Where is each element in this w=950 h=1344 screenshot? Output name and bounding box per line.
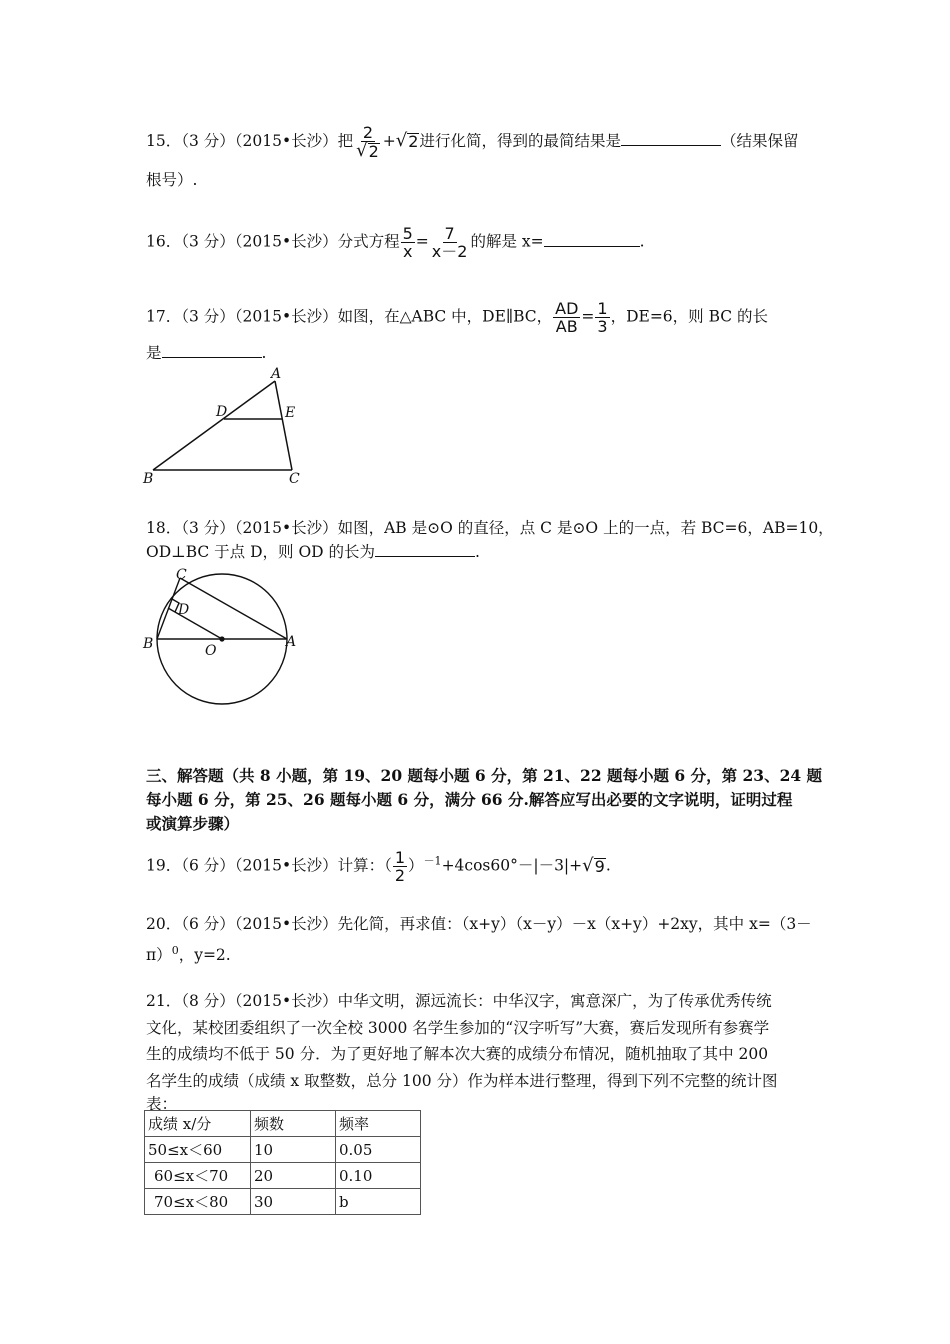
label-b: B [143,636,154,652]
table-row [145,1189,421,1215]
label-d: D [178,602,190,618]
sqrt: √ 2 [356,140,379,161]
chord-ca [180,578,287,639]
label-c: C [289,471,300,487]
label-a: A [286,634,297,650]
table-header-cell: 频数 [251,1111,336,1137]
answer-blank[interactable] [375,542,475,557]
answer-blank[interactable] [544,232,640,247]
answer-blank[interactable] [621,131,721,146]
table-cell: 50≤x＜60 [145,1137,251,1163]
question-20: 20．（6 分）（2015•长沙）先化简，再求值：（x+y）（x－y）－x（x+y）+2xy，其中 x=（3－ [146,915,812,933]
question-17: 17．（3 分）（2015•长沙）如图，在△ABC 中，DE∥BC， $\frac{AD}{AB}$ = $\frac{1}{3}$ ，DE=6，则 BC 的长 [146,299,769,336]
table-row [145,1163,421,1189]
fraction: $\frac{AD}{AB}$ [555,299,579,336]
fraction: $\frac{1}{3}$ [597,299,608,336]
fraction: $\frac{5}{x}$ [402,224,413,261]
label-o: O [205,643,217,659]
fraction: 2 √ 2 [356,123,379,161]
question-18: 18．（3 分）（2015•长沙）如图，AB 是⊙O 的直径，点 C 是⊙O 上的一点，若 BC=6，AB=10， [146,519,834,537]
frequency-table [144,1110,421,1215]
label-e: E [285,405,296,421]
question-20-line2: π）$^0$，y=2. [146,944,231,965]
section-heading: 三、解答题（共 8 小题，第 19、20 题每小题 6 分，第 21、22 题每小题 6 分，第 23、24 题 每小题 6 分，第 25、26 题每小题 6 分，满分 66 分.解答应写出必要的文字说明，证明过程 或演算步骤） [146,766,823,833]
triangle-figure [138,364,318,490]
table-header-row [145,1111,421,1137]
question-15: 15．（3 分）（2015•长沙）把 2 √ 2 + √ 2 进行化简，得到的最简结果是 （结果保留 [146,123,799,161]
circle-figure [138,566,308,706]
question-19: 19．（6 分）（2015•长沙）计算：（ $\frac{1}{2}$ ）$^{-1}$+4cos60°－|－3|+ √ 9 . [146,848,611,885]
fraction: $\frac{7}{x-2}$ [431,224,468,261]
question-21: 21．（8 分）（2015•长沙）中华文明，源远流长：中华汉字，寓意深广，为了传承优秀传统 文化，某校团委组织了一次全校 3000 名学生参加的“汉字听写”大赛，赛后发现所有参赛学 生的成绩均不低于 50 分．为了更好地了解本次大赛的成绩分布情况，随机抽取了其中 200 名学生的成绩（成绩 x 取整数，总分 100 分）作为样本进行整理，得到下列不完整的统计图 表： [146,992,778,1113]
table-cell: 10 [251,1137,336,1163]
sqrt: √ 2 [395,130,419,151]
answer-blank[interactable] [162,343,262,358]
table-header-cell: 成绩 x/分 [145,1111,251,1137]
table-cell: 60≤x＜70 [145,1163,251,1189]
fraction: $\frac{1}{2}$ [394,848,406,885]
table-header-cell: 频率 [336,1111,421,1137]
side-ba [153,381,275,470]
label-c: C [176,567,187,583]
sqrt: √ 9 [582,854,605,876]
table-cell: 0.10 [336,1163,421,1189]
table-row [145,1137,421,1163]
segment-od [168,608,222,639]
table-cell: 0.05 [336,1137,421,1163]
table-cell: 70≤x＜80 [145,1189,251,1215]
question-18-line2: OD⊥BC 于点 D，则 OD 的长为 . [146,543,480,561]
label-d: D [216,404,228,420]
label-b: B [143,471,154,487]
question-17-line2: 是 . [146,344,267,362]
table-cell: b [336,1189,421,1215]
question-15-line2: 根号）. [146,171,198,189]
label-a: A [271,366,282,382]
table-cell: 30 [251,1189,336,1215]
question-16: 16．（3 分）（2015•长沙）分式方程 $\frac{5}{x}$ = $\frac{7}{x-2}$ 的解是 x= . [146,224,645,261]
table-cell: 20 [251,1163,336,1189]
side-ac [275,381,292,470]
center-dot [219,636,224,641]
